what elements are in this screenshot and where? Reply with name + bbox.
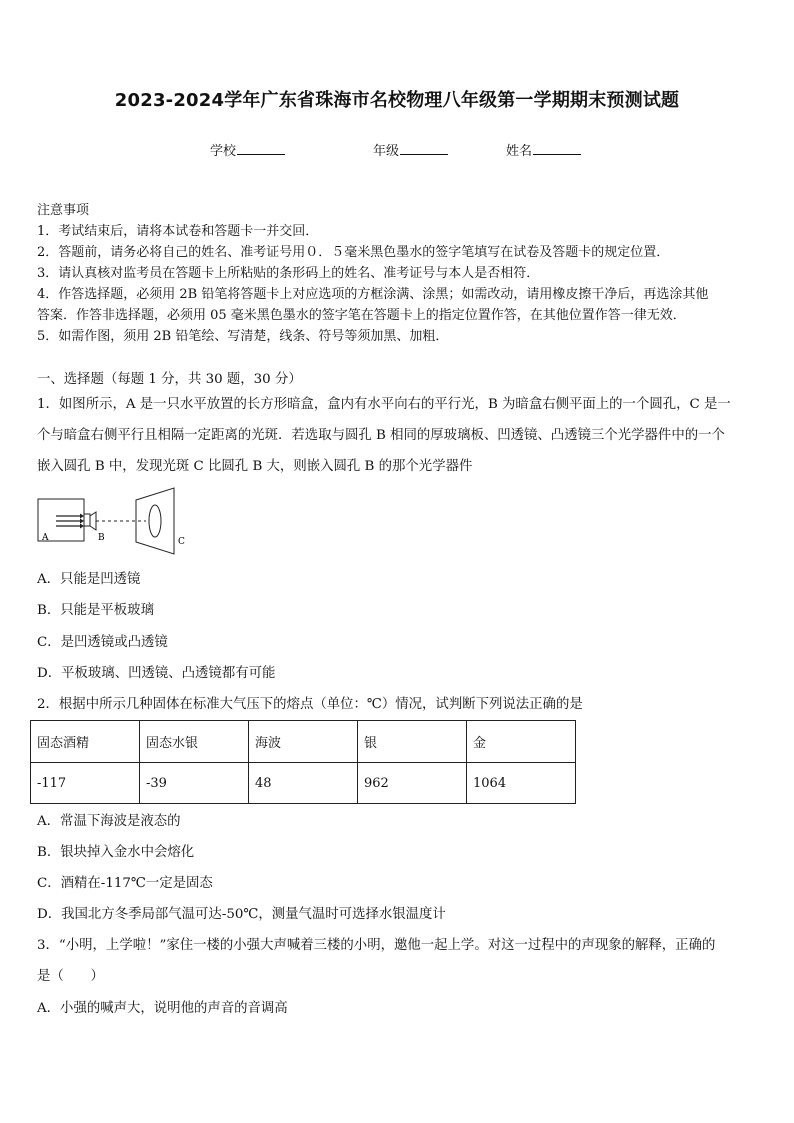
table-header-cell: 海波 <box>249 721 358 763</box>
note-item: 5．如需作图，须用 2B 铅笔绘、写清楚，线条、符号等须加黑、加粗． <box>37 329 449 344</box>
grade-blank <box>400 142 448 155</box>
note-item: 4．作答选择题，必须用 2B 铅笔将答题卡上对应选项的方框涂满、涂黑；如需改动，请用橡皮擦干净后，再选涂其他 <box>37 287 709 302</box>
question-1-option-b[interactable]: B．只能是平板玻璃 <box>37 603 154 618</box>
note-item: 答案．作答非选择题，必须用 05 毫米黑色墨水的签字笔在答题卡上的指定位置作答，在其他位置作答一律无效． <box>37 308 686 323</box>
school-label: 学校 <box>210 144 237 159</box>
label-b: B <box>98 533 105 543</box>
notes-heading: 注意事项 <box>37 203 90 218</box>
school-blank <box>237 142 285 155</box>
table-header-cell: 固态水银 <box>140 721 249 763</box>
table-cell: -39 <box>140 763 249 804</box>
note-item: 2．答题前，请务必将自己的姓名、准考证号用０．５毫米黑色墨水的签字笔填写在试卷及答题卡的规定位置． <box>37 245 670 260</box>
table-header-row <box>31 721 576 763</box>
question-3-line: 是（ ） <box>37 969 104 984</box>
table-header-cell: 固态酒精 <box>31 721 140 763</box>
question-3-line: 3．“小明，上学啦！”家住一楼的小强大声喊着三楼的小明，邀他一起上学。对这一过程中的声现象的解释，正确的 <box>37 938 716 953</box>
table-cell: 962 <box>358 763 467 804</box>
note-item: 1．考试结束后，请将本试卷和答题卡一并交回． <box>37 224 319 239</box>
name-label: 姓名 <box>506 144 533 159</box>
question-1-line: 1．如图所示，A 是一只水平放置的长方形暗盒，盒内有水平向右的平行光，B 为暗盒右侧平面上的一个圆孔，C 是一 <box>37 397 731 412</box>
table-row <box>31 763 576 804</box>
question-2-option-b[interactable]: B．银块掉入金水中会熔化 <box>37 845 195 860</box>
note-item: 3．请认真核对监考员在答题卡上所粘贴的条形码上的姓名、准考证号与本人是否相符． <box>37 266 540 281</box>
optics-diagram <box>36 486 196 558</box>
question-2-option-c[interactable]: C．酒精在-117℃一定是固态 <box>37 876 213 891</box>
question-1-option-c[interactable]: C．是凹透镜或凸透镜 <box>37 635 168 650</box>
question-1-line: 个与暗盒右侧平行且相隔一定距离的光斑．若选取与圆孔 B 相同的厚玻璃板、凹透镜、凸透镜三个光学器件中的一个 <box>37 428 725 443</box>
question-2-option-d[interactable]: D．我国北方冬季局部气温可达-50℃，测量气温时可选择水银温度计 <box>37 907 446 922</box>
table-header-cell: 银 <box>358 721 467 763</box>
question-2-option-a[interactable]: A．常温下海波是液态的 <box>37 814 181 829</box>
hole-b <box>84 514 90 526</box>
light-spot-c <box>149 505 161 537</box>
grade-label: 年级 <box>373 144 400 159</box>
label-a: A <box>42 533 49 543</box>
table-cell: 1064 <box>467 763 576 804</box>
question-1-line: 嵌入圆孔 B 中，发现光斑 C 比圆孔 B 大，则嵌入圆孔 B 的那个光学器件 <box>37 459 473 474</box>
name-field <box>506 140 581 159</box>
melting-point-table <box>30 720 576 804</box>
question-1-option-a[interactable]: A．只能是凹透镜 <box>37 572 141 587</box>
question-1-option-d[interactable]: D．平板玻璃、凹透镜、凸透镜都有可能 <box>37 666 276 681</box>
question-3-option-a[interactable]: A．小强的喊声大，说明他的声音的音调高 <box>37 1001 288 1016</box>
page-title: 2023-2024学年广东省珠海市名校物理八年级第一学期期末预测试题 <box>114 90 680 111</box>
table-cell: -117 <box>31 763 140 804</box>
name-blank <box>533 142 581 155</box>
school-field <box>210 140 285 159</box>
question-2-stem: 2．根据中所示几种固体在标准大气压下的熔点（单位：℃）情况，试判断下列说法正确的是 <box>37 697 583 712</box>
grade-field <box>373 140 448 159</box>
table-cell: 48 <box>249 763 358 804</box>
section-heading: 一、选择题（每题 1 分，共 30 题，30 分） <box>37 372 302 387</box>
label-c: C <box>178 537 185 547</box>
table-header-cell: 金 <box>467 721 576 763</box>
screen-c <box>136 488 174 554</box>
